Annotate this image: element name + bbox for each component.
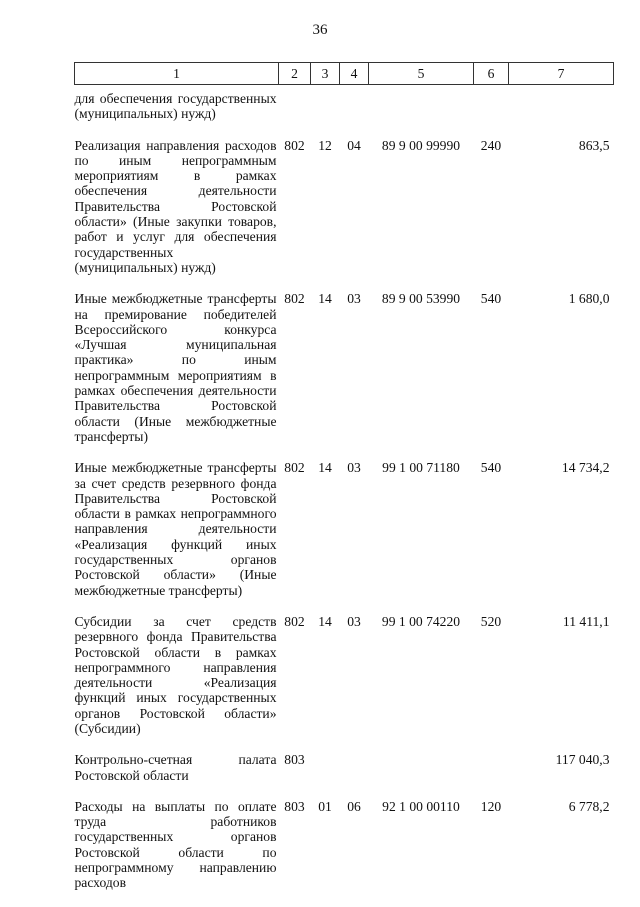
header-col-1: 1 — [75, 63, 279, 85]
row-name: Иные межбюджетные трансферты на премирование победителей Всероссийского конкурса «Лучшая муниципальная практика» по иным непрограммным мероприятиям в рамках обеспечения деятельности Правительства Ростовской области (Иные межбюджетные трансферты) — [74, 291, 277, 444]
row-ved: 802 — [284, 137, 305, 153]
table-row — [75, 799, 614, 907]
row-ved: 802 — [284, 291, 305, 307]
row-csr: 99 1 00 74220 — [381, 613, 461, 629]
row-name: Контрольно-счетная палата Ростовской области — [74, 752, 277, 783]
row-csr: 89 9 00 99990 — [381, 137, 461, 153]
row-sum: 1 680,0 — [568, 291, 610, 307]
table-row — [75, 138, 614, 292]
row-name: Реализация направления расходов по иным непрограммным мероприятиям в рамках обеспечения деятельности Правительства Ростовской области» (Иные закупки товаров, работ и услуг для обеспечения государственных (муниципальных) нужд) — [74, 137, 277, 275]
row-vr — [474, 752, 509, 799]
table-row — [75, 614, 614, 752]
header-col-7: 7 — [509, 63, 614, 85]
row-ved: 803 — [284, 798, 305, 814]
row-rz: 14 — [318, 460, 332, 476]
row-sum — [509, 85, 614, 138]
row-pr: 04 — [347, 137, 361, 153]
table-row — [75, 752, 614, 799]
row-vr — [474, 85, 509, 138]
header-col-4: 4 — [340, 63, 369, 85]
row-vr: 240 — [480, 137, 502, 153]
table-row — [75, 85, 614, 138]
row-vr: 120 — [480, 798, 502, 814]
row-vr: 540 — [480, 291, 502, 307]
row-ved: 803 — [284, 752, 305, 768]
table-header-row — [75, 63, 614, 85]
row-ved — [279, 85, 311, 138]
row-pr — [340, 85, 369, 138]
row-ved: 802 — [284, 613, 305, 629]
row-vr: 520 — [480, 613, 502, 629]
row-name: Расходы на выплаты по оплате труда работников государственных органов Ростовской области по непрограммному направлению расходов — [74, 798, 277, 891]
row-csr: 99 1 00 71180 — [382, 460, 460, 476]
row-rz: 14 — [318, 613, 332, 629]
row-rz — [311, 85, 340, 138]
row-sum: 14 734,2 — [561, 460, 610, 476]
row-sum: 117 040,3 — [555, 752, 610, 768]
header-col-5: 5 — [369, 63, 474, 85]
row-name: для обеспечения государственных (муниципальных) нужд) — [74, 91, 277, 122]
row-csr — [369, 752, 474, 799]
row-vr: 540 — [480, 460, 502, 476]
header-col-2: 2 — [279, 63, 311, 85]
row-pr — [340, 752, 369, 799]
row-csr: 89 9 00 53990 — [381, 291, 461, 307]
header-col-3: 3 — [311, 63, 340, 85]
row-pr: 03 — [347, 291, 361, 307]
row-sum: 6 778,2 — [568, 798, 610, 814]
row-csr — [369, 85, 474, 138]
table-row — [75, 291, 614, 460]
row-rz: 12 — [318, 137, 332, 153]
row-rz — [311, 752, 340, 799]
budget-table — [74, 62, 614, 907]
row-rz: 01 — [318, 798, 332, 814]
row-name: Субсидии за счет средств резервного фонда Правительства Ростовской области в рамках непрограммного направления деятельности «Реализация функций иных государственных органов Ростовской области» (Субсидии) — [74, 613, 277, 736]
row-sum: 11 411,1 — [562, 613, 610, 629]
page-number: 36 — [312, 22, 328, 38]
row-csr: 92 1 00 00110 — [382, 798, 460, 814]
header-col-6: 6 — [474, 63, 509, 85]
row-rz: 14 — [318, 291, 332, 307]
row-pr: 03 — [347, 613, 361, 629]
row-sum: 863,5 — [578, 137, 610, 153]
table-row — [75, 460, 614, 614]
row-name: Иные межбюджетные трансферты за счет средств резервного фонда Правительства Ростовской области в рамках непрограммного направления деятельности «Реализация функций иных государственных органов Ростовской области» (Иные межбюджетные трансферты) — [74, 460, 277, 598]
row-ved: 802 — [284, 460, 305, 476]
row-pr: 06 — [347, 798, 361, 814]
row-pr: 03 — [347, 460, 361, 476]
